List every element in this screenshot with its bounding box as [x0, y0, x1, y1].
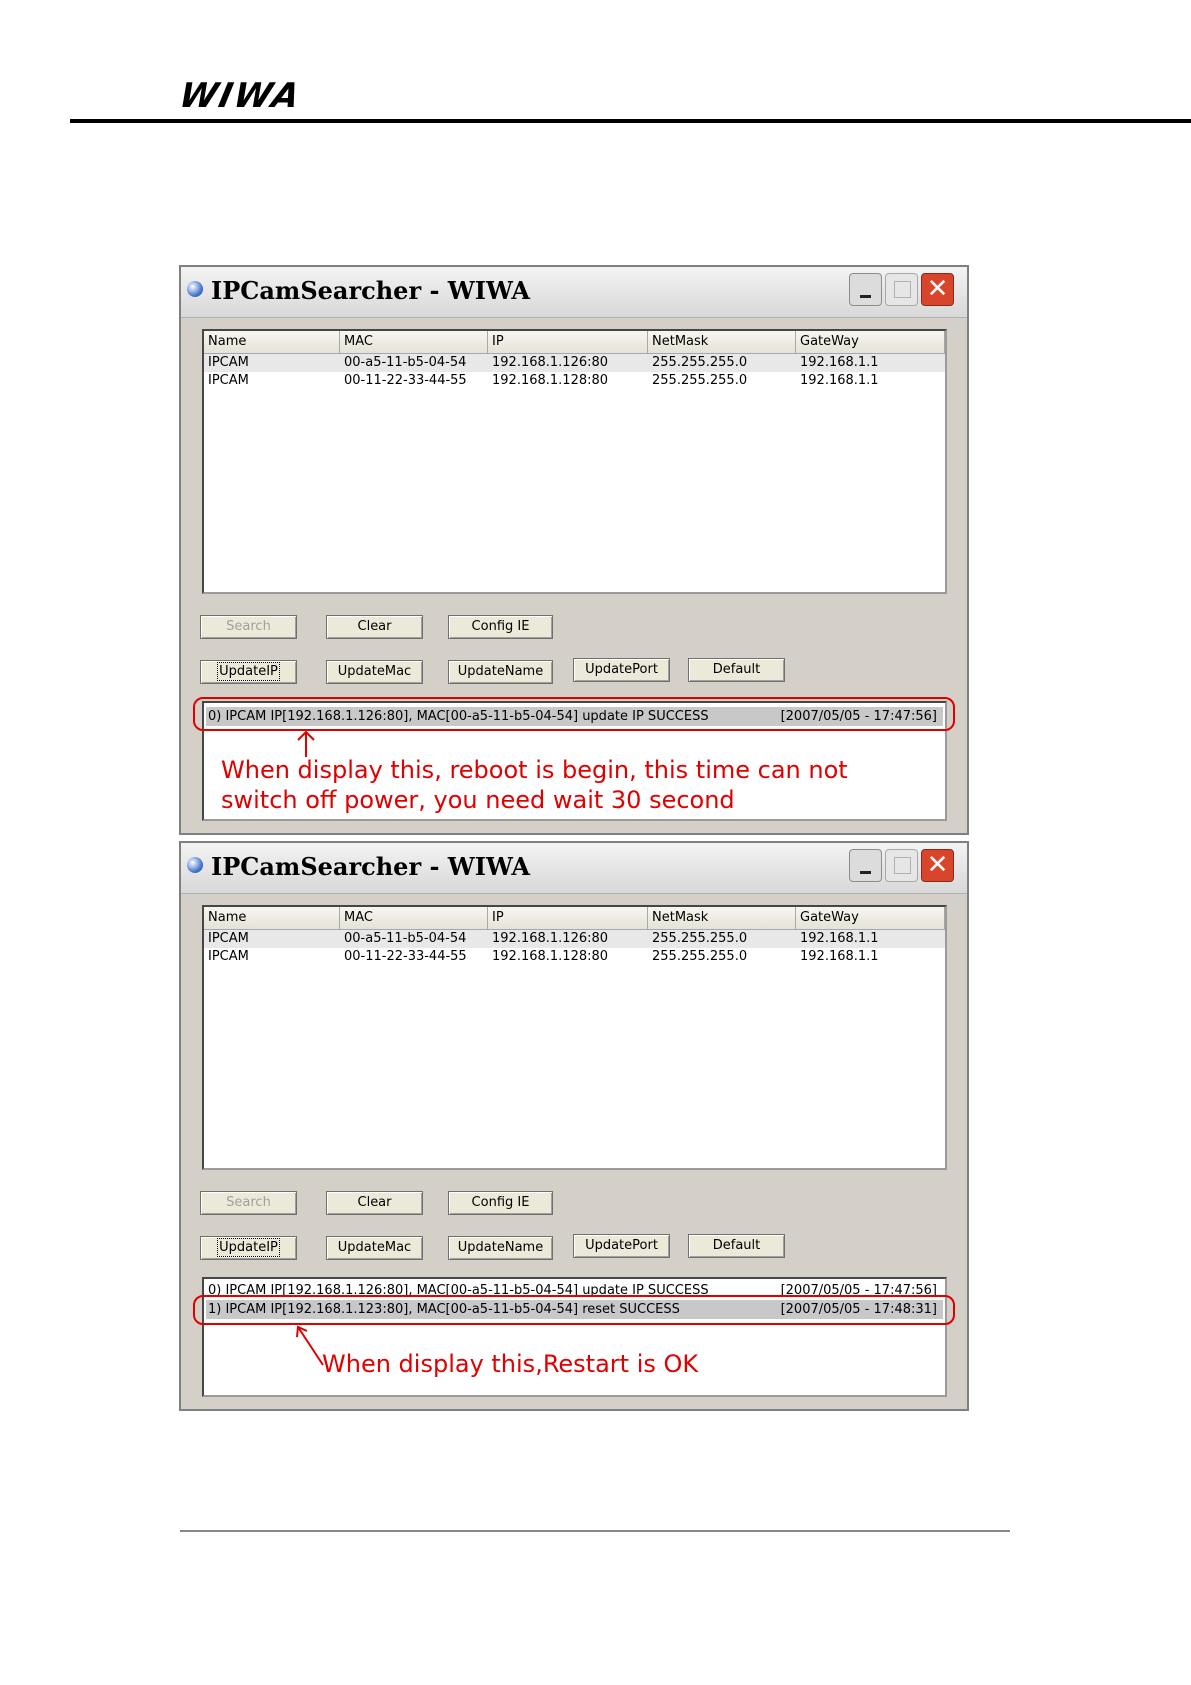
cell-netmask: 255.255.255.0 [652, 373, 748, 388]
update-ip-label: UpdateIP [219, 664, 278, 679]
minimize-button[interactable] [849, 273, 882, 306]
header-divider [70, 119, 1191, 123]
list-header [204, 907, 945, 930]
cell-ip: 192.168.1.128:80 [492, 949, 609, 964]
cell-ip: 192.168.1.126:80 [492, 355, 609, 370]
update-port-button[interactable]: UpdatePort [573, 1234, 670, 1258]
column-header-netmask[interactable]: NetMask [648, 331, 796, 353]
cell-mac: 00-11-22-33-44-55 [344, 949, 467, 964]
config-ie-button[interactable]: Config IE [448, 615, 553, 639]
list-header [204, 331, 945, 354]
annotation-note-line-1: When display this, reboot is begin, this time can not [221, 756, 848, 784]
update-name-button[interactable]: UpdateName [448, 660, 553, 684]
search-button[interactable]: Search [200, 1191, 297, 1215]
cell-netmask: 255.255.255.0 [652, 931, 748, 946]
cell-ip: 192.168.1.126:80 [492, 931, 609, 946]
update-ip-button[interactable] [200, 1236, 297, 1260]
maximize-button[interactable] [885, 849, 918, 882]
app-globe-icon [187, 281, 203, 297]
cell-netmask: 255.255.255.0 [652, 355, 748, 370]
annotation-highlight [193, 697, 955, 731]
annotation-note-line-2: switch off power, you need wait 30 second [221, 786, 735, 814]
clear-button[interactable]: Clear [326, 615, 423, 639]
column-header-name[interactable]: Name [204, 331, 340, 353]
update-mac-button[interactable]: UpdateMac [326, 660, 423, 684]
app-globe-icon [187, 857, 203, 873]
column-header-ip[interactable]: IP [488, 907, 648, 929]
window-title: IPCamSearcher - WIWA [211, 852, 530, 881]
update-ip-label: UpdateIP [219, 1240, 278, 1255]
table-row[interactable] [204, 354, 945, 372]
log-timestamp: [2007/05/05 - 17:48:31] [780, 1302, 937, 1317]
cell-gateway: 192.168.1.1 [800, 373, 879, 388]
table-row[interactable] [204, 948, 945, 966]
wiwa-logo: WIWA [175, 76, 306, 116]
config-ie-button[interactable]: Config IE [448, 1191, 553, 1215]
log-message: 1) IPCAM IP[192.168.1.123:80], MAC[00-a5-11-b5-04-54] reset SUCCESS [208, 1302, 680, 1317]
column-header-mac[interactable]: MAC [340, 331, 488, 353]
camera-list[interactable] [202, 905, 947, 1170]
column-header-gateway[interactable]: GateWay [796, 331, 945, 353]
cell-mac: 00-a5-11-b5-04-54 [344, 931, 467, 946]
cell-mac: 00-a5-11-b5-04-54 [344, 355, 467, 370]
cell-mac: 00-11-22-33-44-55 [344, 373, 467, 388]
default-button[interactable]: Default [688, 658, 785, 682]
cell-gateway: 192.168.1.1 [800, 931, 879, 946]
window-title: IPCamSearcher - WIWA [211, 276, 530, 305]
log-timestamp: [2007/05/05 - 17:47:56] [780, 709, 937, 724]
maximize-button[interactable] [885, 273, 918, 306]
cell-name: IPCAM [208, 931, 249, 946]
update-port-button[interactable]: UpdatePort [573, 658, 670, 682]
cell-ip: 192.168.1.128:80 [492, 373, 609, 388]
update-mac-button[interactable]: UpdateMac [326, 1236, 423, 1260]
default-button[interactable]: Default [688, 1234, 785, 1258]
search-button[interactable]: Search [200, 615, 297, 639]
table-row[interactable] [204, 930, 945, 948]
cell-name: IPCAM [208, 373, 249, 388]
table-row[interactable] [204, 372, 945, 390]
cell-gateway: 192.168.1.1 [800, 949, 879, 964]
column-header-netmask[interactable]: NetMask [648, 907, 796, 929]
cell-netmask: 255.255.255.0 [652, 949, 748, 964]
log-message: 0) IPCAM IP[192.168.1.126:80], MAC[00-a5-11-b5-04-54] update IP SUCCESS [208, 1283, 709, 1298]
title-bar[interactable] [181, 843, 967, 894]
cell-name: IPCAM [208, 355, 249, 370]
camera-list[interactable] [202, 329, 947, 594]
log-message: 0) IPCAM IP[192.168.1.126:80], MAC[00-a5-11-b5-04-54] update IP SUCCESS [208, 709, 709, 724]
column-header-mac[interactable]: MAC [340, 907, 488, 929]
ipcamsearcher-window-1 [179, 265, 969, 835]
ipcamsearcher-window-2 [179, 841, 969, 1411]
page-header [0, 0, 1191, 130]
cell-gateway: 192.168.1.1 [800, 355, 879, 370]
close-button[interactable]: ✕ [921, 273, 954, 306]
title-bar[interactable] [181, 267, 967, 318]
minimize-button[interactable] [849, 849, 882, 882]
column-header-ip[interactable]: IP [488, 331, 648, 353]
footer-divider [180, 1530, 1010, 1532]
clear-button[interactable]: Clear [326, 1191, 423, 1215]
update-ip-button[interactable] [200, 660, 297, 684]
cell-name: IPCAM [208, 949, 249, 964]
column-header-name[interactable]: Name [204, 907, 340, 929]
update-name-button[interactable]: UpdateName [448, 1236, 553, 1260]
annotation-highlight [193, 1295, 955, 1325]
log-timestamp: [2007/05/05 - 17:47:56] [780, 1283, 937, 1298]
column-header-gateway[interactable]: GateWay [796, 907, 945, 929]
close-button[interactable]: ✕ [921, 849, 954, 882]
annotation-note: When display this,Restart is OK [322, 1350, 699, 1378]
